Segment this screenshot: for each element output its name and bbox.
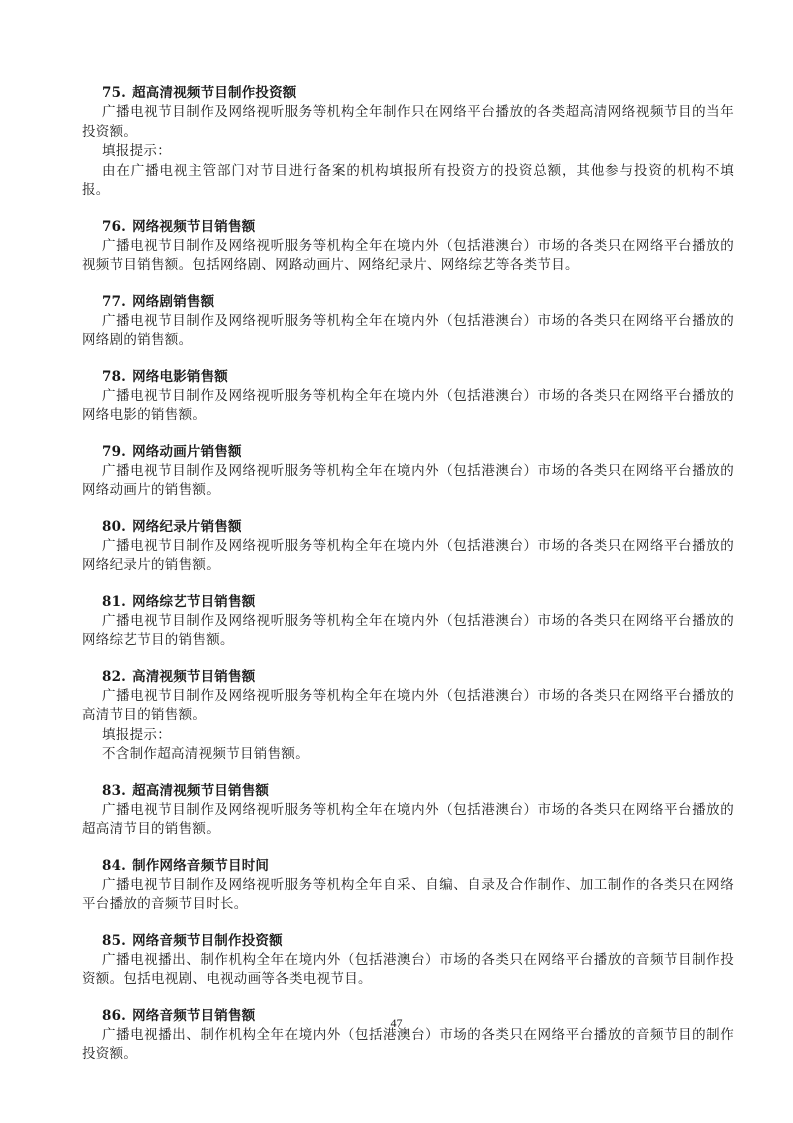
definition-paragraph: 广播电视节目制作及网络视听服务等机构全年制作只在网络平台播放的各类超高清网络视频节目的当年投资额。 xyxy=(82,104,734,140)
entry-number: 78. xyxy=(102,368,127,385)
entry-83 xyxy=(82,782,734,840)
entry-title xyxy=(82,668,734,687)
entry-85 xyxy=(82,932,734,990)
definition-paragraph: 广播电视播出、制作机构全年在境内外（包括港澳台）市场的各类只在网络平台播放的音频节目制作投资额。包括电视剧、电视动画等各类电视节目。 xyxy=(82,951,734,987)
entry-heading: 网络综艺节目销售额 xyxy=(132,593,256,610)
entry-number: 81. xyxy=(102,593,127,610)
entry-number: 80. xyxy=(102,518,127,535)
entry-number: 84. xyxy=(102,857,127,874)
entry-81 xyxy=(82,593,734,651)
entry-heading: 网络纪录片销售额 xyxy=(132,518,242,535)
definition-paragraph: 广播电视节目制作及网络视听服务等机构全年自采、自编、自录及合作制作、加工制作的各类只在网络平台播放的音频节目时长。 xyxy=(82,876,734,912)
entry-82 xyxy=(82,668,734,765)
entry-76 xyxy=(82,218,734,276)
entry-77 xyxy=(82,293,734,351)
entry-title xyxy=(82,518,734,537)
entry-heading: 网络电影销售额 xyxy=(132,368,228,385)
filling-hint-paragraph: 由在广播电视主管部门对节目进行备案的机构填报所有投资方的投资总额，其他参与投资的机构不填报。 xyxy=(82,162,734,198)
entry-heading: 网络音频节目制作投资额 xyxy=(132,932,283,949)
entry-title xyxy=(82,368,734,387)
definition-paragraph: 广播电视节目制作及网络视听服务等机构全年在境内外（包括港澳台）市场的各类只在网络平台播放的网络电影的销售额。 xyxy=(82,387,734,423)
entry-heading: 超高清视频节目制作投资额 xyxy=(132,85,297,101)
entry-heading: 网络视频节目销售额 xyxy=(132,218,256,235)
entry-78 xyxy=(82,368,734,426)
entry-number: 77. xyxy=(102,293,127,310)
definition-paragraph: 广播电视节目制作及网络视听服务等机构全年在境内外（包括港澳台）市场的各类只在网络平台播放的视频节目销售额。包括网络剧、网路动画片、网络纪录片、网络综艺等各类节目。 xyxy=(82,237,734,273)
definition-paragraph: 广播电视节目制作及网络视听服务等机构全年在境内外（包括港澳台）市场的各类只在网络平台播放的高清节目的销售额。 xyxy=(82,687,734,723)
entry-title xyxy=(82,293,734,312)
entry-number: 86. xyxy=(102,1007,127,1024)
page-number: 47 xyxy=(390,1016,403,1030)
entry-title xyxy=(82,857,734,876)
entry-title xyxy=(82,782,734,801)
entry-79 xyxy=(82,443,734,501)
entry-number: 83. xyxy=(102,782,127,799)
entry-number: 75. xyxy=(102,85,127,101)
entry-title xyxy=(82,593,734,612)
entry-84 xyxy=(82,857,734,915)
entry-80 xyxy=(82,518,734,576)
filling-hint-paragraph: 不含制作超高清视频节目销售额。 xyxy=(102,746,309,762)
document-body xyxy=(82,84,734,1082)
entry-number: 76. xyxy=(102,218,127,235)
definition-paragraph: 广播电视节目制作及网络视听服务等机构全年在境内外（包括港澳台）市场的各类只在网络平台播放的网络纪录片的销售额。 xyxy=(82,537,734,573)
entry-number: 79. xyxy=(102,443,127,460)
entry-title xyxy=(82,218,734,237)
entry-75 xyxy=(82,84,734,201)
entry-number: 82. xyxy=(102,668,127,685)
filling-hint-label: 填报提示： xyxy=(102,726,171,743)
entry-heading: 高清视频节目销售额 xyxy=(132,668,256,685)
definition-paragraph: 广播电视播出、制作机构全年在境内外（包括港澳台）市场的各类只在网络平台播放的音频节目的制作投资额。 xyxy=(82,1026,734,1062)
definition-paragraph: 广播电视节目制作及网络视听服务等机构全年在境内外（包括港澳台）市场的各类只在网络平台播放的网络动画片的销售额。 xyxy=(82,462,734,498)
entry-heading: 制作网络音频节目时间 xyxy=(132,857,270,874)
entry-number: 85. xyxy=(102,932,127,949)
definition-paragraph: 广播电视节目制作及网络视听服务等机构全年在境内外（包括港澳台）市场的各类只在网络平台播放的网络剧的销售额。 xyxy=(82,312,734,348)
entry-heading: 网络动画片销售额 xyxy=(132,443,242,460)
entry-heading: 超高清视频节目销售额 xyxy=(132,782,270,799)
entry-title xyxy=(82,84,734,103)
entry-title xyxy=(82,932,734,951)
entry-heading: 网络音频节目销售额 xyxy=(132,1007,256,1024)
entry-title xyxy=(82,443,734,462)
definition-paragraph: 广播电视节目制作及网络视听服务等机构全年在境内外（包括港澳台）市场的各类只在网络平台播放的网络综艺节目的销售额。 xyxy=(82,612,734,648)
definition-paragraph: 广播电视节目制作及网络视听服务等机构全年在境内外（包括港澳台）市场的各类只在网络平台播放的超高清节目的销售额。 xyxy=(82,801,734,837)
filling-hint-label: 填报提示： xyxy=(102,143,171,159)
entry-heading: 网络剧销售额 xyxy=(132,293,215,310)
